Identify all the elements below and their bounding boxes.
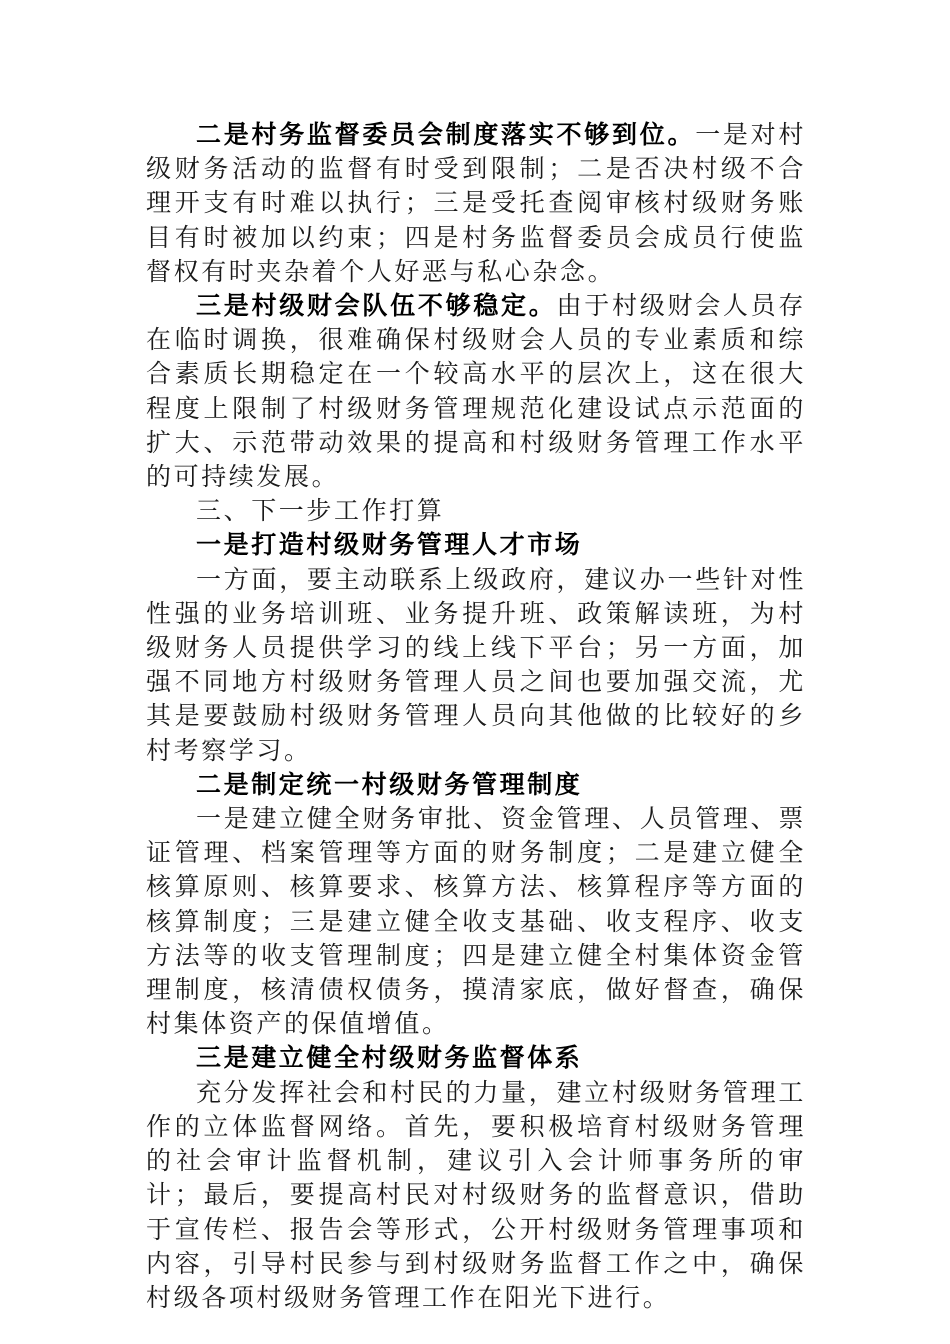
paragraph-accounting-staff (146, 289, 806, 494)
paragraph-lead: 三是村级财会队伍不够稳定。 (196, 291, 557, 321)
paragraph-lead: 二是村务监督委员会制度落实不够到位。 (196, 120, 696, 149)
paragraph-supervision-system: 充分发挥社会和村民的力量，建立村级财务管理工作的立体监督网络。首先，要积极培育村级财务管理的社会审计监督机制，建议引入会计师事务所的审计；最后，要提高村民对村级财务的监督意识，借助于宣传栏、报告会等形式，公开村级财务管理事项和内容，引导村民参与到村级财务监督工作之中，确保村级各项村级财务管理工作在阳光下进行。 (146, 1077, 806, 1312)
paragraph-talent-market: 一方面，要主动联系上级政府，建议办一些针对性性强的业务培训班、业务提升班、政策解读班，为村级财务人员提供学习的线上线下平台；另一方面，加强不同地方村级财务管理人员之间也要加强交流，尤其是要鼓励村级财务管理人员向其他做的比较好的乡村考察学习。 (146, 564, 806, 765)
paragraph-management-system: 一是建立健全财务审批、资金管理、人员管理、票证管理、档案管理等方面的财务制度；二是建立健全核算原则、核算要求、核算方法、核算程序等方面的核算制度；三是建立健全收支基础、收支程序、收支方法等的收支管理制度；四是建立健全村集体资金管理制度，核清债权债务，摸清家底，做好督查，确保村集体资产的保值增值。 (146, 804, 806, 1039)
document-body (146, 118, 806, 1315)
section-heading: 三、下一步工作打算 (196, 496, 445, 526)
subsection-heading-management-system: 二是制定统一村级财务管理制度 (196, 769, 583, 799)
paragraph-supervision-committee (146, 118, 806, 289)
subsection-heading-supervision-system: 三是建立健全村级财务监督体系 (196, 1043, 583, 1073)
paragraph-text: 一是对村级财务活动的监督有时受到限制；二是否决村级不合理开支有时难以执行；三是受托查阅审核村级财务账目有时被加以约束；四是村务监督委员会成员行使监督权有时夹杂着个人好恶与私心杂念。 (146, 120, 806, 286)
subsection-heading-talent-market: 一是打造村级财务管理人才市场 (196, 530, 583, 560)
paragraph-text: 由于村级财会人员存在临时调换，很难确保村级财会人员的专业素质和综合素质长期稳定在一个较高水平的层次上，这在很大程度上限制了村级财务管理规范化建设试点示范面的扩大、示范带动效果的提高和村级财务管理工作水平的可持续发展。 (146, 291, 806, 492)
